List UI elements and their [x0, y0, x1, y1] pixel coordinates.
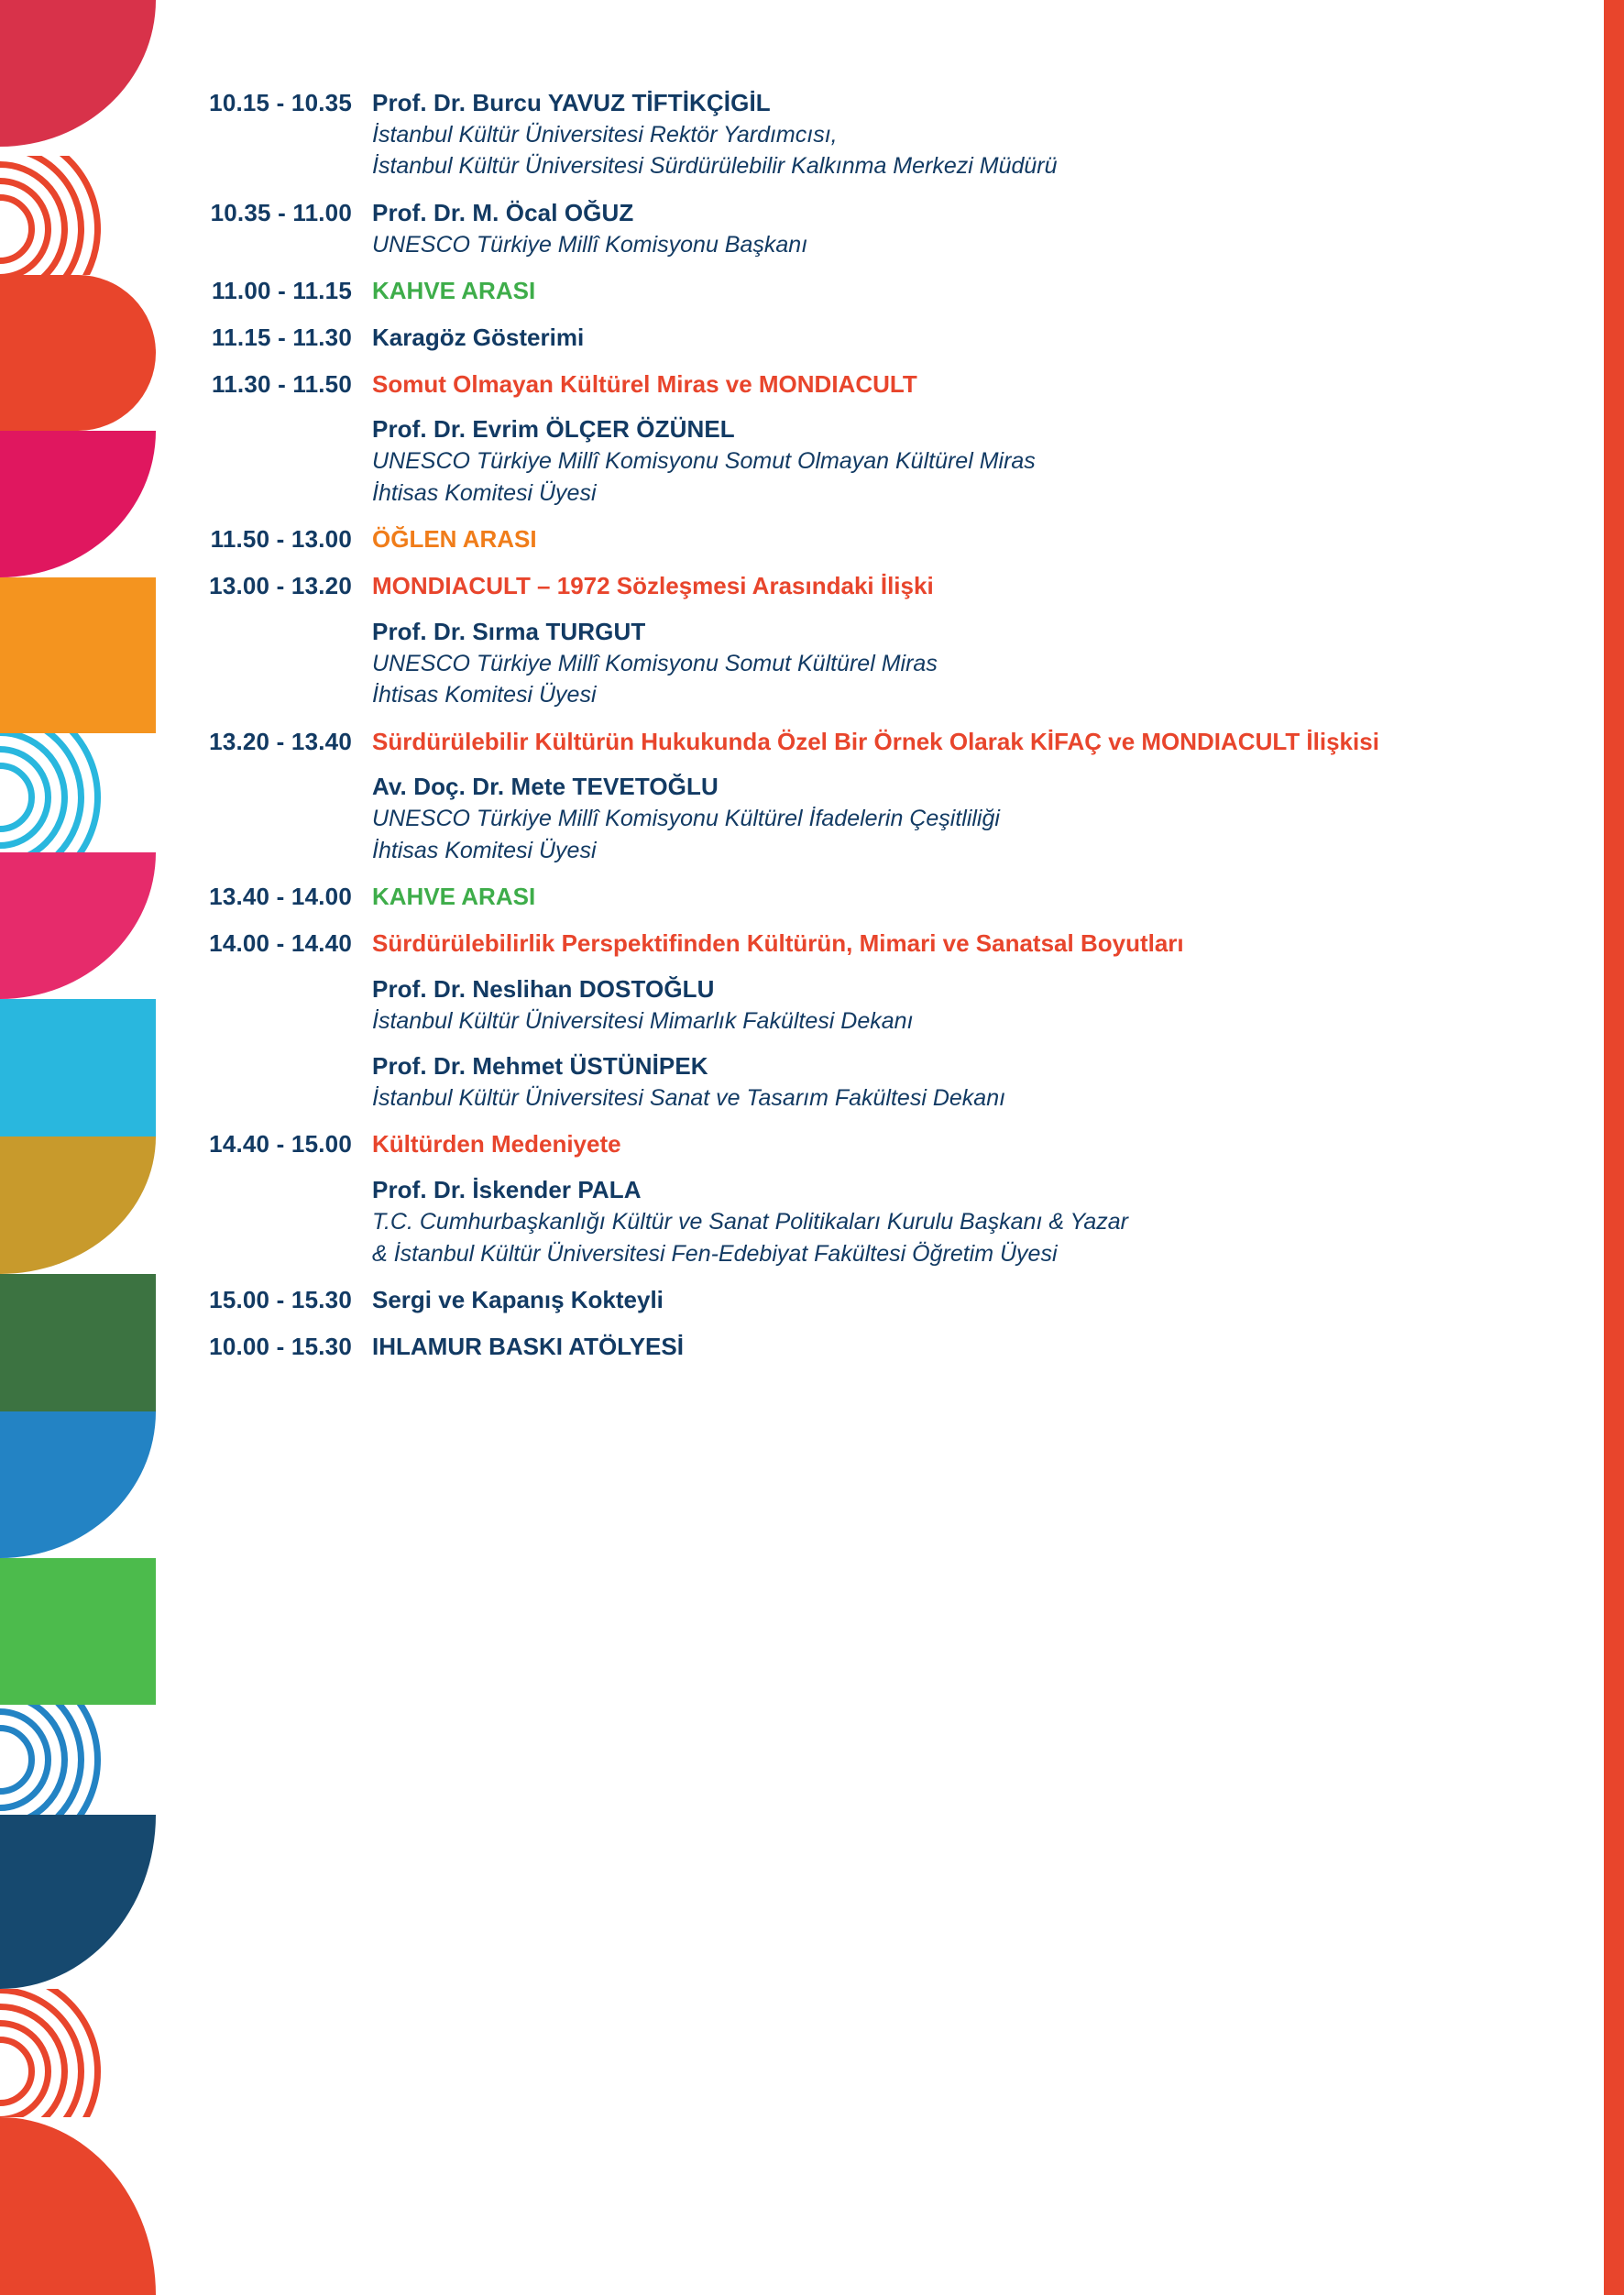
deco-shape-lightgreen [0, 1558, 156, 1705]
deco-shape-pink [0, 852, 156, 999]
decorative-right-bar [1604, 0, 1624, 2295]
schedule-row [170, 727, 1545, 867]
schedule-time: 10.00 - 15.30 [209, 1332, 352, 1360]
speaker-affiliation: İstanbul Kültür Üniversitesi Mimarlık Fakültesi Dekanı [372, 1007, 914, 1034]
speaker-name: Prof. Dr. İskender PALA [372, 1176, 642, 1204]
decorative-left-column [0, 0, 156, 2295]
schedule-time: 14.40 - 15.00 [209, 1130, 352, 1158]
schedule-time: 13.20 - 13.40 [209, 727, 352, 755]
deco-shape-crimson-half [0, 0, 156, 147]
speaker-affiliation: İstanbul Kültür Üniversitesi Sürdürülebilir Kalkınma Merkezi Müdürü [372, 153, 1058, 180]
schedule-time: 11.30 - 11.50 [212, 369, 352, 398]
deco-arcs-blue [0, 1705, 156, 1815]
schedule-row [170, 198, 1545, 260]
schedule-time: 10.35 - 11.00 [210, 198, 352, 226]
schedule-content [372, 1285, 1545, 1316]
schedule-row [170, 524, 1545, 555]
speaker-affiliation: UNESCO Türkiye Millî Komisyonu Somut Kültürel Miras [372, 650, 938, 676]
schedule-time: 11.15 - 11.30 [212, 323, 352, 351]
schedule-time: 15.00 - 15.30 [209, 1286, 352, 1314]
schedule-content [372, 198, 1545, 260]
speaker-affiliation: İhtisas Komitesi Üyesi [372, 837, 597, 863]
schedule-content [372, 882, 1545, 913]
speaker-name: Prof. Dr. Evrim ÖLÇER ÖZÜNEL [372, 415, 735, 444]
schedule-content [372, 88, 1545, 182]
schedule-time: 10.15 - 10.35 [209, 89, 352, 116]
speaker-affiliation: & İstanbul Kültür Üniversitesi Fen-Edebiyat Fakültesi Öğretim Üyesi [372, 1240, 1058, 1267]
speaker-affiliation: İstanbul Kültür Üniversitesi Sanat ve Tasarım Fakültesi Dekanı [372, 1084, 1006, 1111]
schedule-content [372, 1129, 1545, 1269]
schedule-time: 13.40 - 14.00 [209, 883, 352, 911]
session-title: Sürdürülebilirlik Perspektifinden Kültürün, Mimari ve Sanatsal Boyutları [372, 929, 1184, 958]
schedule-content [372, 276, 1545, 307]
session-title: Somut Olmayan Kültürel Miras ve MONDIACULT [372, 369, 917, 398]
session-label: Karagöz Gösterimi [372, 323, 585, 351]
schedule-content [372, 524, 1545, 555]
deco-arcs-cyan [0, 733, 156, 852]
session-title: MONDIACULT – 1972 Sözleşmesi Arasındaki İlişki [372, 572, 934, 600]
schedule-content [372, 571, 1545, 711]
speaker-affiliation: T.C. Cumhurbaşkanlığı Kültür ve Sanat Politikaları Kurulu Başkanı & Yazar [372, 1209, 1128, 1235]
schedule-row [170, 1129, 1545, 1269]
deco-arcs-red-bottom [0, 1989, 156, 2117]
deco-shape-blue [0, 1411, 156, 1558]
session-title: Kültürden Medeniyete [372, 1130, 621, 1158]
speaker-name: Prof. Dr. Mehmet ÜSTÜNİPEK [372, 1052, 708, 1081]
session-label-break: KAHVE ARASI [372, 277, 536, 305]
deco-shape-gold [0, 1137, 156, 1274]
speaker-affiliation: UNESCO Türkiye Millî Komisyonu Somut Olmayan Kültürel Miras [372, 448, 1036, 475]
schedule-time: 14.00 - 14.40 [209, 929, 352, 958]
session-label-workshop: IHLAMUR BASKI ATÖLYESİ [372, 1332, 684, 1360]
schedule-content [372, 727, 1545, 867]
speaker-name: Prof. Dr. Burcu YAVUZ TİFTİKÇİGİL [372, 89, 771, 116]
schedule-row [170, 1285, 1545, 1316]
speaker-affiliation: İstanbul Kültür Üniversitesi Rektör Yardımcısı, [372, 121, 838, 148]
speaker-affiliation: UNESCO Türkiye Millî Komisyonu Kültürel İfadelerin Çeşitliliği [372, 806, 1000, 832]
session-label-break: KAHVE ARASI [372, 883, 536, 911]
schedule-content [372, 323, 1545, 354]
schedule-row [170, 1332, 1545, 1363]
speaker-name: Prof. Dr. Neslihan DOSTOĞLU [372, 974, 715, 1003]
speaker-affiliation: UNESCO Türkiye Millî Komisyonu Başkanı [372, 231, 808, 258]
session-label-lunch: ÖĞLEN ARASI [372, 525, 537, 554]
speaker-name: Prof. Dr. M. Öcal OĞUZ [372, 198, 634, 226]
schedule-content [372, 928, 1545, 1114]
deco-shape-orange [0, 577, 156, 733]
schedule-time: 11.50 - 13.00 [210, 525, 352, 554]
deco-shape-red-circle-bottom [0, 2117, 156, 2295]
schedule-time: 13.00 - 13.20 [209, 572, 352, 600]
speaker-affiliation: İhtisas Komitesi Üyesi [372, 479, 597, 506]
deco-shape-red-circle [0, 275, 156, 431]
session-title: Sürdürülebilir Kültürün Hukukunda Özel Bir Örnek Olarak KİFAÇ ve MONDIACULT İlişkisi [372, 727, 1379, 755]
deco-shape-darkgreen [0, 1274, 156, 1411]
schedule-time: 11.00 - 11.15 [212, 277, 352, 305]
schedule-row [170, 369, 1545, 510]
schedule-row [170, 928, 1545, 1114]
speaker-affiliation: İhtisas Komitesi Üyesi [372, 682, 597, 708]
deco-arcs-red [0, 156, 156, 275]
session-label: Sergi ve Kapanış Kokteyli [372, 1286, 664, 1314]
schedule-content [372, 369, 1545, 510]
deco-shape-cyan [0, 999, 156, 1137]
schedule-row [170, 276, 1545, 307]
schedule-content [372, 1332, 1545, 1363]
schedule-row [170, 323, 1545, 354]
speaker-name: Av. Doç. Dr. Mete TEVETOĞLU [372, 773, 719, 801]
schedule-row [170, 571, 1545, 711]
deco-shape-magenta [0, 431, 156, 577]
programme-schedule [170, 88, 1545, 1378]
speaker-name: Prof. Dr. Sırma TURGUT [372, 617, 646, 645]
deco-shape-darkblue-circle [0, 1815, 156, 1989]
schedule-row [170, 88, 1545, 182]
schedule-row [170, 882, 1545, 913]
